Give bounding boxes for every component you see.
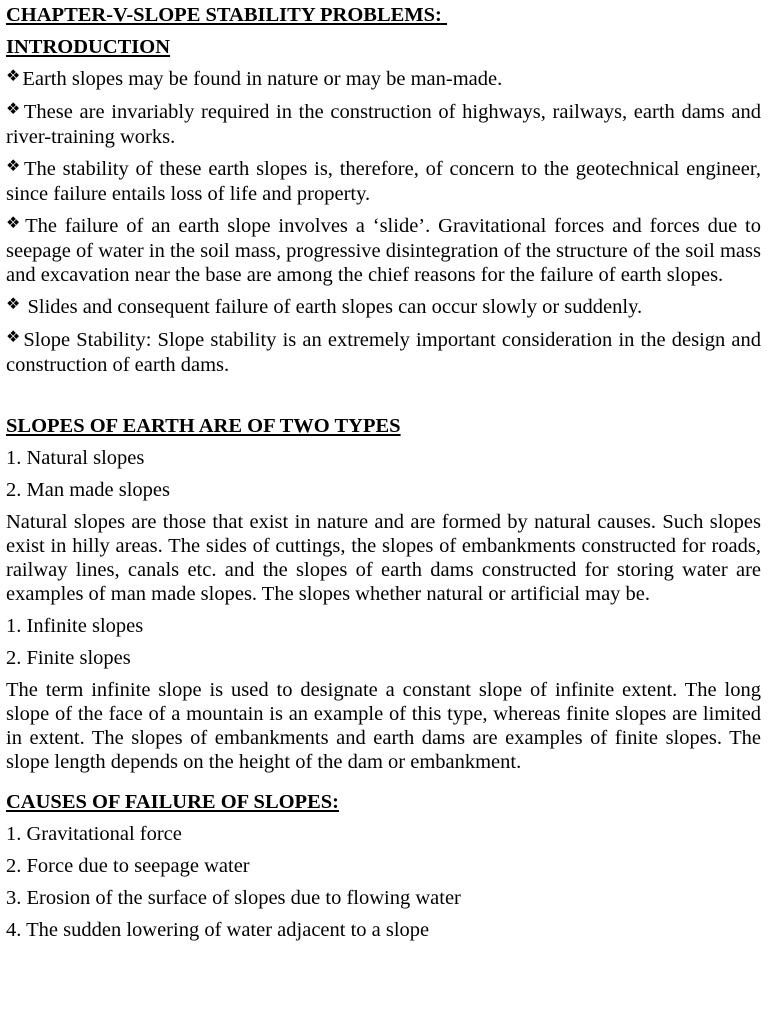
list-item: 1. Natural slopes — [6, 447, 145, 469]
document-page — [6, 3, 761, 950]
list-item: 3. Erosion of the surface of slopes due to flowing water — [6, 887, 461, 909]
intro-bullet-text: The stability of these earth slopes is, therefore, of concern to the geotechnical engineer, since failure entails loss of life and property. — [6, 158, 761, 205]
diamond-bullet-icon: ❖ — [6, 294, 21, 313]
list-item: 1. Infinite slopes — [6, 615, 144, 637]
paragraph-natural-slopes: Natural slopes are those that exist in nature and are formed by natural causes. Such slopes exist in hilly areas. The sides of cuttings, the slopes of embankments constructed for roads, railway lines, canals etc. and the slopes of earth dams constructed for storing water are examples of man made slopes. The slopes whether natural or artificial may be. — [6, 511, 761, 605]
diamond-bullet-icon: ❖ — [6, 156, 23, 175]
intro-bullet — [6, 214, 761, 287]
diamond-bullet-icon: ❖ — [6, 99, 22, 118]
intro-bullet-text: Earth slopes may be found in nature or may be man-made. — [22, 68, 503, 90]
intro-bullet — [6, 328, 761, 377]
section-heading-slope-types: SLOPES OF EARTH ARE OF TWO TYPES — [6, 415, 401, 437]
diamond-bullet-icon: ❖ — [6, 66, 21, 85]
diamond-bullet-icon: ❖ — [6, 327, 22, 346]
intro-bullet-text: The failure of an earth slope involves a ‘slide’. Gravitational forces and forces due to seepage of water in the soil mass, progressive disintegration of the structure of the soil mass and excavation near the base are among the chief reasons for the failure of earth slopes. — [6, 215, 761, 286]
intro-bullet-text: These are invariably required in the construction of highways, railways, earth dams and river-training works. — [6, 101, 761, 148]
list-item: 1. Gravitational force — [6, 823, 182, 845]
list-item: 2. Force due to seepage water — [6, 855, 250, 877]
intro-bullet-text: Slides and consequent failure of earth slopes can occur slowly or suddenly. — [22, 296, 643, 318]
list-item: 4. The sudden lowering of water adjacent to a slope — [6, 919, 430, 941]
intro-bullet-text: Slope Stability: Slope stability is an extremely important consideration in the design and construction of earth dams. — [6, 329, 762, 376]
intro-bullet — [6, 67, 761, 92]
list-item: 2. Man made slopes — [6, 479, 170, 501]
chapter-title: CHAPTER-V-SLOPE STABILITY PROBLEMS: — [6, 4, 448, 26]
diamond-bullet-icon: ❖ — [6, 213, 24, 232]
intro-bullet — [6, 295, 761, 320]
intro-bullet — [6, 157, 761, 206]
paragraph-infinite-slopes: The term infinite slope is used to designate a constant slope of infinite extent. The long slope of the face of a mountain is an example of this type, whereas finite slopes are limited in extent. The slopes of embankments and earth dams are examples of finite slopes. The slope length depends on the height of the dam or embankment. — [6, 679, 761, 773]
section-heading-causes: CAUSES OF FAILURE OF SLOPES: — [6, 791, 339, 813]
section-spacer — [6, 782, 761, 790]
section-spacer — [6, 385, 761, 414]
section-heading-introduction: INTRODUCTION — [6, 36, 171, 58]
intro-bullet — [6, 100, 761, 149]
list-item: 2. Finite slopes — [6, 647, 131, 669]
